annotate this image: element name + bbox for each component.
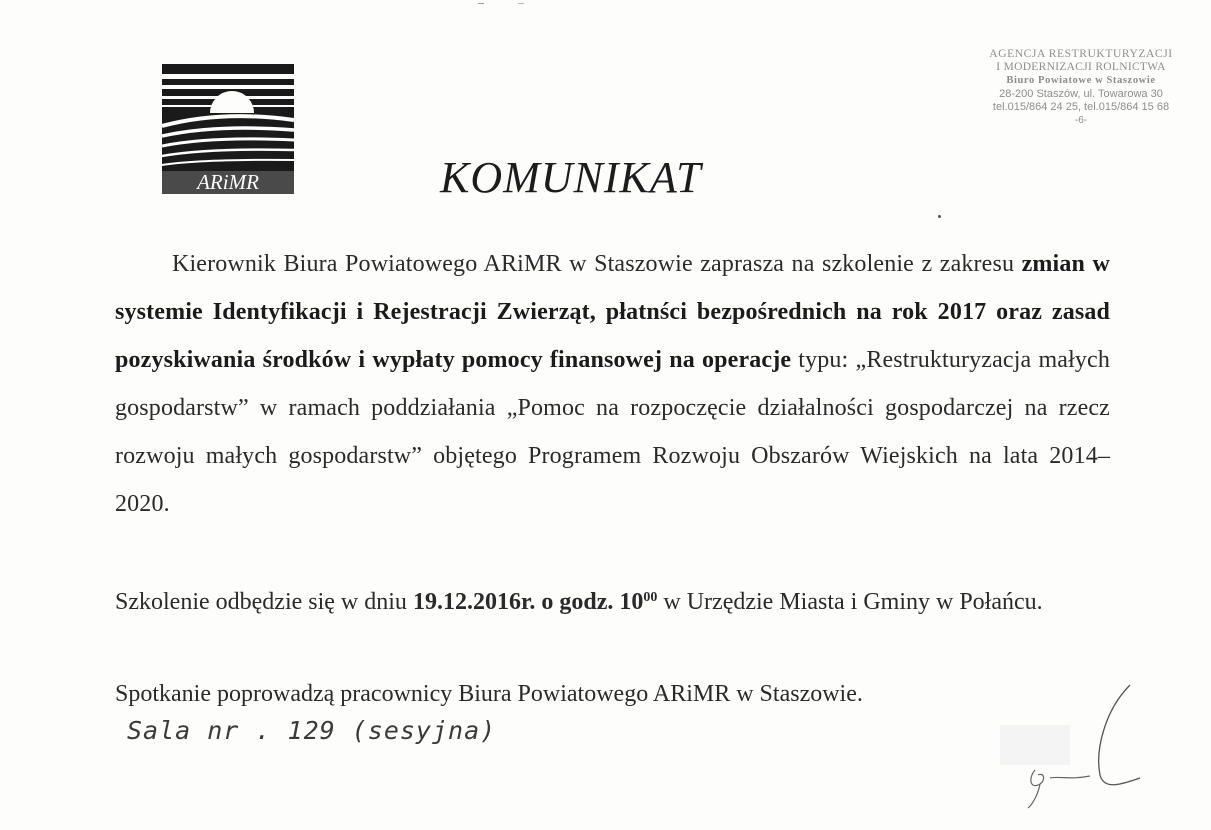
scan-mark	[478, 2, 538, 5]
stamp-line: -6-	[1074, 115, 1088, 127]
paragraph-text: Szkolenie odbędzie się w dniu	[115, 589, 413, 615]
agency-stamp	[968, 48, 1194, 127]
stamp-line: I MODERNIZACJI ROLNICTWA	[996, 61, 1166, 74]
paragraph-text: Kierownik Biura Powiatowego ARiMR w Staszowie zaprasza na szkolenie z zakresu	[172, 251, 1022, 277]
scan-dot	[938, 215, 941, 218]
training-time-minutes: 00	[643, 590, 658, 605]
training-date: 19.12.2016r. o godz. 10	[412, 589, 644, 615]
paragraph-text: typu: „Restrukturyzacja małych gospodarstw” w ramach poddziałania „Pomoc na rozpoczęcie działalności gospodarczej na rzecz rozwoju małych gospodarstw” objętego Programem Rozwoju Obszarów Wiejskich na lata 2014–2020.	[115, 347, 1110, 517]
stamp-line: tel.015/864 24 25, tel.015/864 15 68	[992, 100, 1170, 113]
training-date-paragraph	[115, 578, 1110, 626]
announcement-paragraph	[115, 240, 1110, 528]
logo-text: ARiMR	[197, 170, 259, 194]
signature	[1000, 680, 1180, 810]
stamp-line: Biuro Powiatowe w Staszowie	[1006, 75, 1156, 87]
stamp-line: 28-200 Staszów, ul. Towarowa 30	[999, 87, 1163, 100]
presenters-line: Spotkanie poprowadzą pracownicy Biura Powiatowego ARiMR w Staszowie.	[115, 681, 863, 707]
stamp-line: AGENCJA RESTRUKTURYZACJI	[989, 48, 1173, 60]
training-topic: zmian w systemie Identyfikacji i Rejestracji Zwierząt, płatnści bezpośrednich na rok 2017 oraz zasad pozyskiwania środków i wypłaty pomocy finansowej na operacje	[115, 251, 1110, 373]
handwritten-note: Sala nr . 129 (sesyjna)	[127, 716, 497, 745]
arimr-logo	[162, 64, 294, 194]
page-title: KOMUNIKAT	[440, 153, 702, 202]
paragraph-text: w Urzędzie Miasta i Gminy w Połańcu.	[657, 589, 1043, 615]
